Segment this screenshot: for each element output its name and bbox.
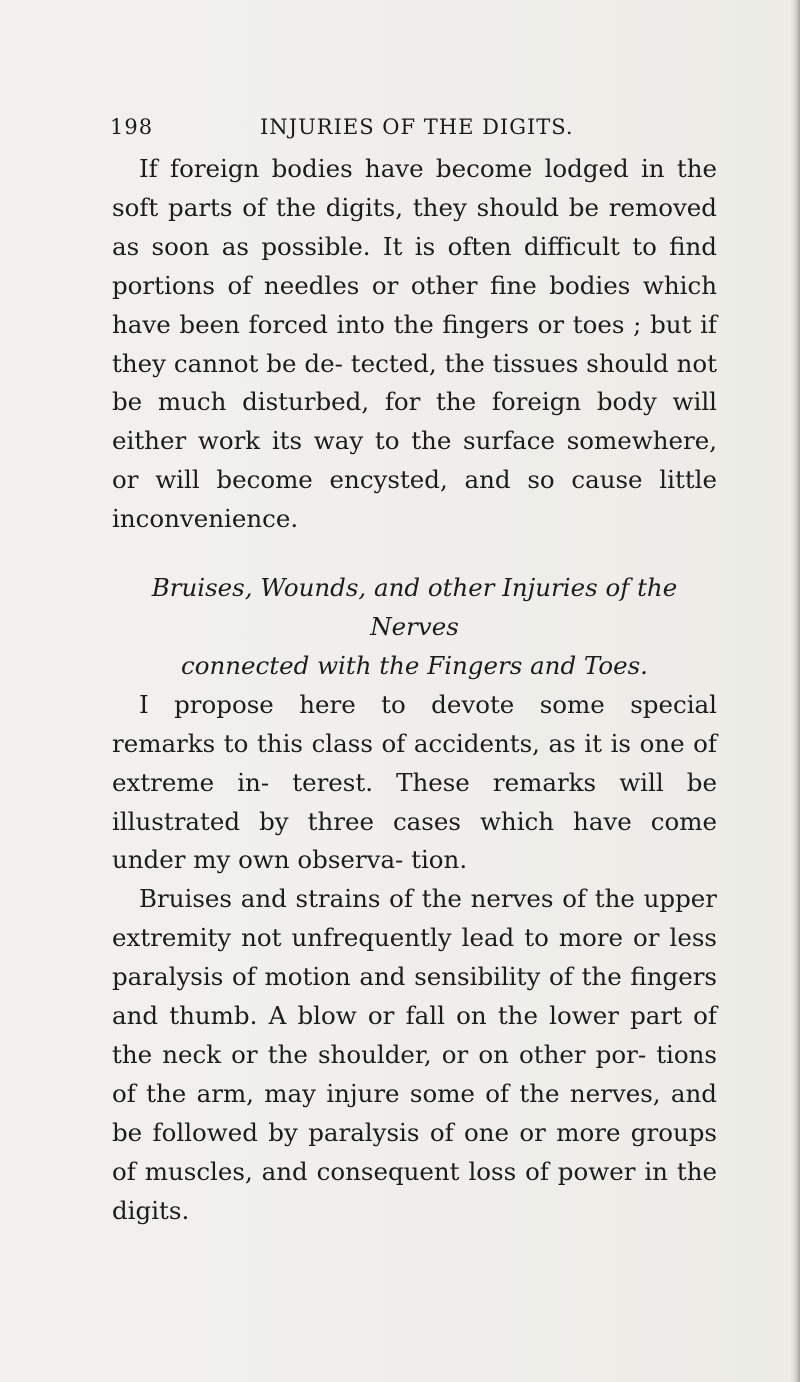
paragraph-bruises-and-strains: Bruises and strains of the nerves of the upper extremity not unfrequently lead to more or less paralysis of motion and sensibility of the fingers and thumb. A blow or fall on the lower part of the neck or the shoulder, or on other por- tions of the arm, may injure some of the nerves, and be followed by paralysis of one or more groups of muscles, and consequent loss of power in the digits. — [112, 884, 717, 1225]
running-head — [110, 115, 730, 145]
paragraph-foreign-bodies: If foreign bodies have become lodged in the soft parts of the digits, they should be removed as soon as possible. It is often difficult to find portions of needles or other fine bodies which have been forced into the fingers or toes ; but if they cannot be de- tected, the tissues should not be much disturbed, for the foreign body will either work its way to the surface somewhere, or will become encysted, and so cause little inconvenience. — [112, 154, 717, 534]
page-edge-shadow — [790, 0, 800, 1382]
paragraph-introduction: I propose here to devote some special remarks to this class of accidents, as it is one of extreme in- terest. These remarks will be illustrated by three cases which have come under my own observa- tion. — [112, 689, 717, 875]
section-heading — [112, 569, 717, 686]
section-heading-line-2: connected with the Fingers and Toes. — [181, 650, 648, 680]
body-text — [112, 150, 717, 1230]
page-number: 198 — [110, 115, 154, 139]
section-heading-line-1: Bruises, Wounds, and other Injuries of the Nerves — [151, 573, 678, 641]
running-title: INJURIES OF THE DIGITS. — [260, 115, 574, 139]
